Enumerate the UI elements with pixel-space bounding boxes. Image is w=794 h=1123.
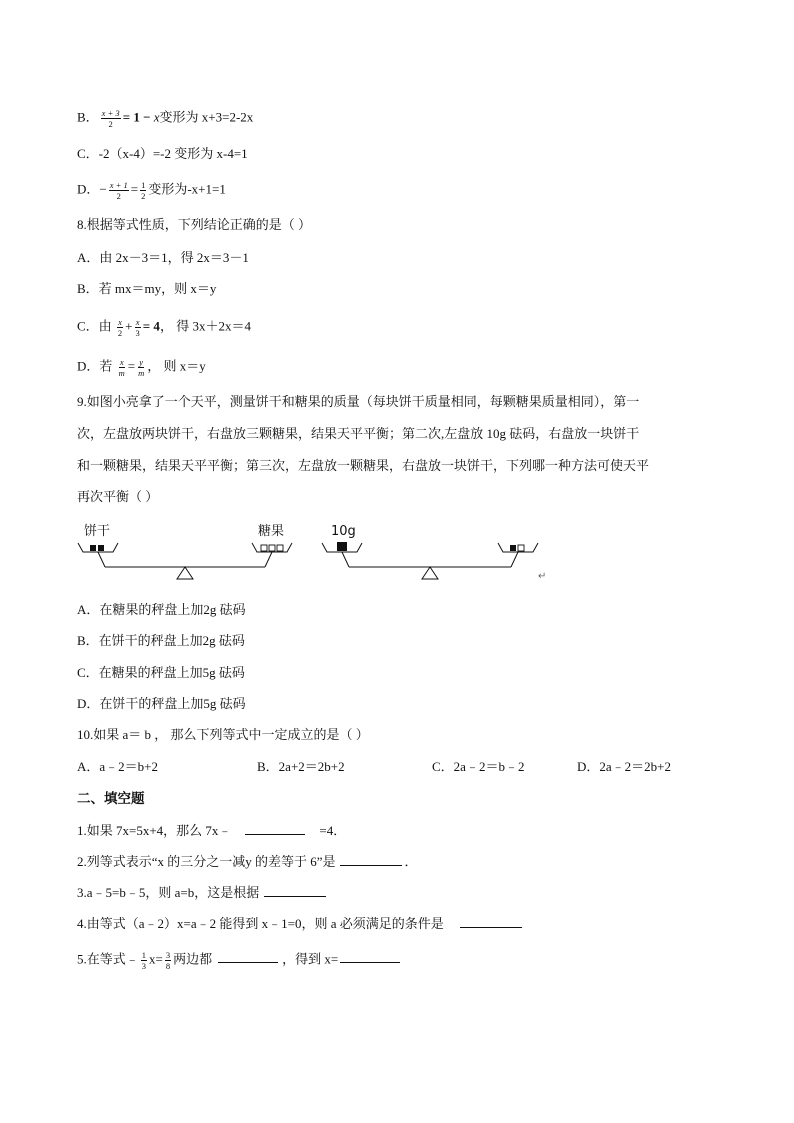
q10-option-d: D．2a﹣2＝2b+2 (577, 759, 671, 774)
question-text: 2.列等式表示“x 的三分之一减y 的差等于 6”是 (77, 854, 336, 869)
question-text: 5.在等式﹣ (77, 951, 139, 967)
denominator: m (118, 368, 125, 378)
beam (265, 552, 272, 567)
answer-blank[interactable] (218, 950, 278, 963)
q10-option-a: A．a﹣2＝b+2 (77, 759, 158, 774)
candy-square (269, 545, 275, 551)
fulcrum (177, 567, 193, 579)
option-label: D．若 (77, 358, 116, 374)
numerator: 1 (141, 180, 146, 190)
q10-options (77, 758, 717, 776)
fraction (135, 317, 141, 338)
option-text: ， 则 x＝y (147, 358, 206, 374)
balance-figure (0, 515, 794, 590)
numerator: 3 (165, 950, 171, 960)
fraction (101, 108, 121, 129)
label-candy: 糖果 (258, 524, 285, 539)
fill-q1 (77, 822, 346, 840)
question-text: =4． (319, 823, 347, 838)
answer-blank[interactable] (340, 853, 402, 866)
q7-option-b (77, 108, 253, 129)
fraction (165, 950, 171, 971)
equation-part: = 1 − (122, 109, 154, 125)
denominator: 2 (108, 119, 113, 129)
q10-option-c: C．2a﹣2＝b﹣2 (432, 759, 525, 774)
denominator: 2 (116, 191, 121, 201)
return-mark: ↵ (538, 571, 547, 582)
weight-block (337, 542, 347, 551)
option-text: 变形为 x+3=2-2x (159, 109, 254, 125)
beam (98, 552, 105, 567)
q10-stem: 10.如果 a＝ b ， 那么下列等式中一定成立的是（ ） (77, 727, 369, 742)
minus-sign: − (99, 181, 107, 197)
question-text: 3.a﹣5=b﹣5，则 a=b，这是根据 (77, 885, 260, 900)
equation-part: x= (149, 951, 163, 967)
candy-square (261, 545, 267, 551)
biscuit-square (98, 545, 104, 551)
q9-stem-line1: 9.如图小亮拿了一个天平，测量饼干和糖果的质量（每块饼干质量相同，每颗糖果质量相同），第一 (77, 394, 640, 409)
denominator: 8 (165, 961, 171, 971)
q9-option-d: D．在饼干的秤盘上加5g 砝码 (77, 696, 246, 711)
fill-q2 (77, 853, 418, 871)
q8-stem: 8.根据等式性质，下列结论正确的是（ ） (77, 217, 312, 232)
q7-option-d (77, 180, 226, 201)
fill-q4 (77, 915, 522, 933)
fraction (117, 317, 123, 338)
plus-sign: + (125, 318, 133, 334)
numerator: x (118, 317, 122, 327)
beam (342, 552, 349, 567)
numerator: x (119, 357, 124, 367)
question-text: 1.如果 7x=5x+4，那么 7x﹣ (77, 823, 232, 838)
variable: x (153, 109, 160, 125)
fraction (118, 357, 126, 378)
question-text: 4.由等式（a﹣2）x=a﹣2 能得到 x﹣1=0，则 a 必须满足的条件是 (77, 916, 444, 931)
q8-option-a: A．由 2x－3＝1，得 2x＝3－1 (77, 250, 249, 265)
equals-sign: = (127, 358, 136, 374)
denominator: 3 (141, 961, 147, 971)
numerator: 1 (141, 950, 147, 960)
fill-q3 (77, 884, 326, 902)
option-text: 变形为-x+1=1 (148, 181, 226, 197)
biscuit-square (510, 545, 516, 551)
label-biscuit: 饼干 (84, 524, 111, 539)
candy-square (277, 545, 283, 551)
q9-option-c: C．在糖果的秤盘上加5g 砝码 (77, 665, 245, 680)
denominator: m (138, 368, 145, 378)
fulcrum (422, 567, 438, 579)
answer-blank[interactable] (264, 884, 326, 897)
equals-sign: = (130, 181, 139, 197)
question-text: 两边都 (173, 951, 213, 967)
numerator: x + 3 (101, 108, 120, 118)
question-text: ． (404, 854, 418, 869)
option-label: C．由 (77, 318, 115, 334)
fraction (140, 180, 146, 201)
biscuit-square (90, 545, 96, 551)
denominator: 2 (141, 191, 146, 201)
option-text: ， 得 3x＋2x＝4 (159, 318, 251, 334)
q8-option-d (77, 357, 206, 378)
option-label: D． (77, 181, 100, 197)
q9-option-b: B．在饼干的秤盘上加2g 砝码 (77, 633, 245, 648)
q9-option-a: A．在糖果的秤盘上加2g 砝码 (77, 602, 246, 617)
q7-option-c: C．-2（x-4）=-2 变形为 x-4=1 (77, 146, 248, 161)
numerator: y (139, 357, 144, 367)
q9-stem-line4: 再次平衡（ ） (77, 489, 159, 504)
label-weight: 10g (331, 524, 356, 539)
numerator: x (135, 317, 140, 327)
fill-q5 (77, 950, 400, 971)
denominator: 3 (135, 328, 140, 338)
q10-option-b: B．2a+2＝2b+2 (257, 759, 345, 774)
fraction (141, 950, 147, 971)
equation-part: = 4 (142, 318, 160, 334)
q9-stem-line3: 和一颗糖果，结果天平平衡；第三次，左盘放一颗糖果，右盘放一块饼干，下列哪一种方法可使天平 (77, 458, 650, 473)
answer-blank[interactable] (460, 915, 522, 928)
numerator: x + 1 (109, 180, 128, 190)
answer-blank[interactable] (340, 950, 400, 963)
beam (511, 552, 518, 567)
option-label: B． (77, 109, 99, 125)
candy-square (518, 545, 524, 551)
fraction (109, 180, 129, 201)
answer-blank[interactable] (245, 822, 305, 835)
q9-stem-line2: 次，左盘放两块饼干，右盘放三颗糖果，结果天平平衡；第二次,左盘放 10g 砝码，右盘放一块饼干 (77, 426, 640, 441)
section-heading: 二、填空题 (77, 791, 145, 807)
fraction (137, 357, 145, 378)
denominator: 2 (117, 328, 123, 338)
q8-option-b: B．若 mx＝my，则 x＝y (77, 281, 217, 296)
question-text: ，得到 x= (282, 951, 339, 967)
q8-option-c (77, 317, 251, 338)
